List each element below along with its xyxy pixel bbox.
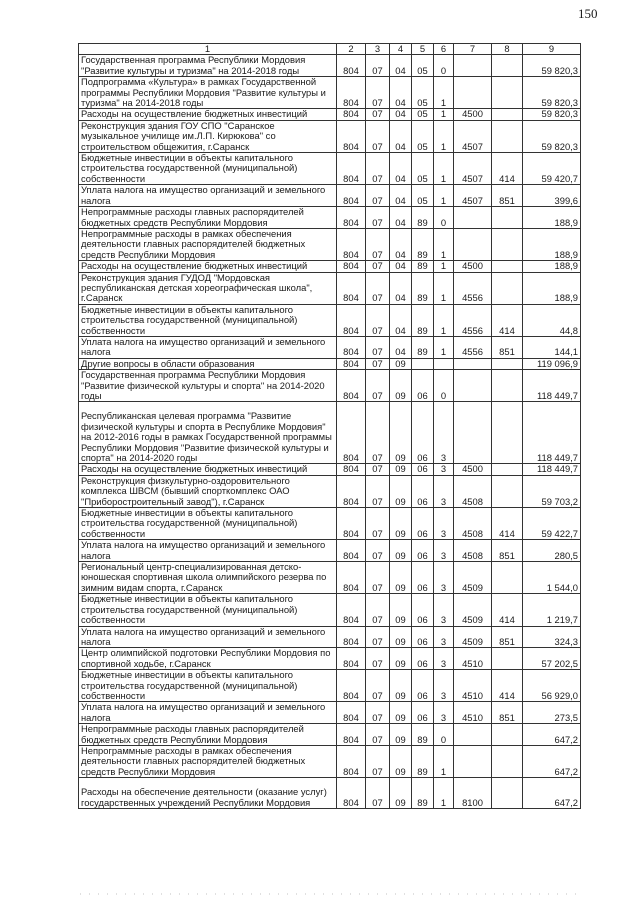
row-code-cell: 04 [390, 272, 412, 304]
row-code-cell: 804 [337, 185, 366, 207]
row-code-cell: 07 [366, 745, 390, 777]
row-code-cell: 04 [390, 261, 412, 272]
row-code-cell [454, 207, 492, 229]
row-code-cell: 07 [366, 670, 390, 702]
row-amount: 647,2 [523, 778, 581, 809]
row-code-cell [492, 370, 523, 402]
row-description: Расходы на осуществление бюджетных инвестиций [79, 464, 337, 475]
column-header: 8 [492, 44, 523, 55]
row-description: Непрограммные расходы в рамках обеспечения деятельности главных распорядителей бюджетных средств Республики Мордовия [79, 745, 337, 777]
row-code-cell [492, 109, 523, 120]
row-description: Бюджетные инвестиции в объекты капитального строительства государственной (муниципальной) собственности [79, 304, 337, 336]
row-code-cell: 414 [492, 304, 523, 336]
row-description: Другие вопросы в области образования [79, 358, 337, 369]
row-code-cell: 09 [390, 648, 412, 670]
row-code-cell: 1 [434, 261, 454, 272]
row-code-cell: 06 [412, 475, 434, 507]
row-code-cell: 04 [390, 185, 412, 207]
row-code-cell: 0 [434, 55, 454, 77]
column-header: 4 [390, 44, 412, 55]
row-code-cell: 06 [412, 370, 434, 402]
row-amount: 118 449,7 [523, 370, 581, 402]
row-amount: 280,5 [523, 540, 581, 562]
row-code-cell: 89 [412, 745, 434, 777]
row-code-cell: 07 [366, 464, 390, 475]
row-code-cell: 07 [366, 77, 390, 109]
row-code-cell: 1 [434, 185, 454, 207]
row-code-cell [454, 745, 492, 777]
row-code-cell: 3 [434, 702, 454, 724]
row-code-cell: 07 [366, 724, 390, 746]
row-code-cell: 4500 [454, 261, 492, 272]
row-code-cell: 89 [412, 724, 434, 746]
table-row [79, 778, 581, 809]
row-code-cell: 414 [492, 153, 523, 185]
row-code-cell: 05 [412, 77, 434, 109]
row-code-cell: 804 [337, 626, 366, 648]
column-header: 5 [412, 44, 434, 55]
row-code-cell: 06 [412, 402, 434, 464]
row-code-cell: 4556 [454, 336, 492, 358]
table-row [79, 77, 581, 109]
table-row [79, 745, 581, 777]
table-row [79, 540, 581, 562]
row-description: Непрограммные расходы главных распорядителей бюджетных средств Республики Мордовия [79, 207, 337, 229]
row-code-cell: 4510 [454, 670, 492, 702]
row-code-cell: 07 [366, 109, 390, 120]
row-code-cell: 0 [434, 370, 454, 402]
row-code-cell: 05 [412, 109, 434, 120]
row-code-cell: 3 [434, 540, 454, 562]
row-code-cell: 804 [337, 540, 366, 562]
row-code-cell: 0 [434, 724, 454, 746]
budget-table [78, 43, 581, 809]
row-code-cell: 05 [412, 55, 434, 77]
row-code-cell: 09 [390, 540, 412, 562]
row-code-cell: 09 [390, 402, 412, 464]
row-code-cell: 04 [390, 304, 412, 336]
row-amount: 144,1 [523, 336, 581, 358]
row-description: Подпрограмма «Культура» в рамках Государственной программы Республики Мордовия "Развитие культуры и туризма" на 2014-2018 годы [79, 77, 337, 109]
row-code-cell [492, 648, 523, 670]
row-description: Государственная программа Республики Мордовия "Развитие культуры и туризма" на 2014-2018 годы [79, 55, 337, 77]
column-header: 1 [79, 44, 337, 55]
row-code-cell: 1 [434, 778, 454, 809]
row-code-cell: 89 [412, 228, 434, 260]
row-code-cell: 851 [492, 626, 523, 648]
row-description: Центр олимпийской подготовки Республики Мордовия по спортивной ходьбе, г.Саранск [79, 648, 337, 670]
row-code-cell: 4508 [454, 540, 492, 562]
row-description: Уплата налога на имущество организаций и земельного налога [79, 185, 337, 207]
row-code-cell: 804 [337, 77, 366, 109]
row-code-cell: 1 [434, 120, 454, 152]
row-code-cell: 804 [337, 272, 366, 304]
row-code-cell: 804 [337, 464, 366, 475]
row-description: Уплата налога на имущество организаций и земельного налога [79, 626, 337, 648]
row-code-cell [434, 358, 454, 369]
row-code-cell: 05 [412, 153, 434, 185]
row-code-cell: 1 [434, 272, 454, 304]
row-code-cell: 3 [434, 402, 454, 464]
row-code-cell: 06 [412, 702, 434, 724]
row-code-cell: 09 [390, 562, 412, 594]
row-code-cell: 06 [412, 562, 434, 594]
row-code-cell: 89 [412, 261, 434, 272]
row-code-cell: 3 [434, 562, 454, 594]
row-code-cell: 05 [412, 120, 434, 152]
row-code-cell: 4500 [454, 109, 492, 120]
row-code-cell: 851 [492, 540, 523, 562]
row-description: Региональный центр-специализированная детско-юношеская спортивная школа олимпийского резерва по зимним видам спорта, г.Саранск [79, 562, 337, 594]
table-row [79, 55, 581, 77]
row-description: Уплата налога на имущество организаций и земельного налога [79, 702, 337, 724]
table-row [79, 272, 581, 304]
row-code-cell: 804 [337, 228, 366, 260]
row-code-cell: 804 [337, 670, 366, 702]
row-description: Реконструкция здания ГОУ СПО "Саранское музыкальное училище им.Л.П. Кирюкова" со строительством общежития, г.Саранск [79, 120, 337, 152]
row-amount: 647,2 [523, 724, 581, 746]
row-code-cell [454, 228, 492, 260]
row-code-cell [454, 370, 492, 402]
row-code-cell: 3 [434, 594, 454, 626]
row-code-cell: 414 [492, 594, 523, 626]
row-description: Бюджетные инвестиции в объекты капитального строительства государственной (муниципальной) собственности [79, 508, 337, 540]
row-code-cell: 07 [366, 626, 390, 648]
row-code-cell [492, 562, 523, 594]
row-code-cell: 0 [434, 207, 454, 229]
row-code-cell: 3 [434, 475, 454, 507]
row-code-cell: 804 [337, 370, 366, 402]
row-code-cell: 4509 [454, 562, 492, 594]
row-code-cell [454, 358, 492, 369]
row-amount: 59 820,3 [523, 55, 581, 77]
row-code-cell: 4507 [454, 153, 492, 185]
row-amount: 1 544,0 [523, 562, 581, 594]
row-code-cell [454, 402, 492, 464]
row-code-cell: 09 [390, 594, 412, 626]
column-header: 9 [523, 44, 581, 55]
row-code-cell: 07 [366, 261, 390, 272]
row-code-cell: 3 [434, 648, 454, 670]
row-code-cell: 07 [366, 358, 390, 369]
table-row [79, 594, 581, 626]
table-row [79, 109, 581, 120]
column-header: 6 [434, 44, 454, 55]
row-amount: 647,2 [523, 745, 581, 777]
row-code-cell: 09 [390, 724, 412, 746]
row-code-cell: 06 [412, 540, 434, 562]
row-code-cell: 04 [390, 120, 412, 152]
table-row [79, 626, 581, 648]
row-code-cell [492, 272, 523, 304]
row-code-cell: 4509 [454, 594, 492, 626]
row-code-cell [412, 358, 434, 369]
row-code-cell: 07 [366, 778, 390, 809]
row-amount: 118 449,7 [523, 402, 581, 464]
row-code-cell: 4507 [454, 120, 492, 152]
table-row [79, 358, 581, 369]
row-code-cell: 804 [337, 475, 366, 507]
row-code-cell: 04 [390, 55, 412, 77]
row-description: Республиканская целевая программа "Развитие физической культуры и спорта в Республике Мордовия" на 2012-2016 годы в рамках Государственной программы Республики Мордовия "Развитие физической культуры и спорта" на 2014-2020 годы [79, 402, 337, 464]
row-code-cell: 04 [390, 336, 412, 358]
row-code-cell: 07 [366, 272, 390, 304]
row-code-cell: 4510 [454, 702, 492, 724]
row-code-cell [492, 475, 523, 507]
row-code-cell: 89 [412, 207, 434, 229]
row-code-cell: 414 [492, 508, 523, 540]
table-row [79, 475, 581, 507]
row-code-cell [454, 77, 492, 109]
row-code-cell: 07 [366, 648, 390, 670]
row-code-cell [492, 778, 523, 809]
row-description: Непрограммные расходы в рамках обеспечения деятельности главных распорядителей бюджетных средств Республики Мордовия [79, 228, 337, 260]
row-amount: 1 219,7 [523, 594, 581, 626]
row-code-cell: 09 [390, 370, 412, 402]
row-code-cell: 4508 [454, 508, 492, 540]
row-code-cell: 3 [434, 626, 454, 648]
row-code-cell: 06 [412, 594, 434, 626]
table-row [79, 702, 581, 724]
row-description: Уплата налога на имущество организаций и земельного налога [79, 540, 337, 562]
row-code-cell: 07 [366, 153, 390, 185]
row-code-cell: 89 [412, 304, 434, 336]
row-amount: 118 449,7 [523, 464, 581, 475]
row-code-cell [492, 228, 523, 260]
row-code-cell: 1 [434, 153, 454, 185]
row-code-cell: 3 [434, 464, 454, 475]
row-amount: 56 929,0 [523, 670, 581, 702]
row-code-cell [492, 745, 523, 777]
row-code-cell: 07 [366, 370, 390, 402]
row-code-cell: 804 [337, 702, 366, 724]
row-description: Бюджетные инвестиции в объекты капитального строительства государственной (муниципальной) собственности [79, 670, 337, 702]
row-amount: 188,9 [523, 261, 581, 272]
row-code-cell [492, 207, 523, 229]
header-row [79, 44, 581, 55]
table-row [79, 648, 581, 670]
row-code-cell: 07 [366, 55, 390, 77]
page-number: 150 [578, 6, 598, 21]
table-row [79, 464, 581, 475]
row-code-cell: 04 [390, 207, 412, 229]
row-code-cell: 1 [434, 336, 454, 358]
table-row [79, 261, 581, 272]
table-row [79, 185, 581, 207]
table-row [79, 207, 581, 229]
row-code-cell: 804 [337, 778, 366, 809]
row-amount: 59 420,7 [523, 153, 581, 185]
row-code-cell: 07 [366, 228, 390, 260]
row-description: Государственная программа Республики Мордовия "Развитие физической культуры и спорта" на 2014-2020 годы [79, 370, 337, 402]
row-amount: 59 820,3 [523, 77, 581, 109]
row-amount: 57 202,5 [523, 648, 581, 670]
row-code-cell: 09 [390, 670, 412, 702]
row-code-cell: 804 [337, 724, 366, 746]
row-code-cell: 4507 [454, 185, 492, 207]
row-code-cell: 804 [337, 153, 366, 185]
row-code-cell: 4500 [454, 464, 492, 475]
table-row [79, 336, 581, 358]
row-code-cell: 04 [390, 153, 412, 185]
row-code-cell [492, 402, 523, 464]
column-header: 2 [337, 44, 366, 55]
row-code-cell: 07 [366, 702, 390, 724]
row-code-cell: 3 [434, 670, 454, 702]
row-code-cell: 04 [390, 109, 412, 120]
row-code-cell: 09 [390, 702, 412, 724]
row-code-cell: 8100 [454, 778, 492, 809]
row-code-cell: 1 [434, 304, 454, 336]
row-description: Расходы на обеспечение деятельности (оказание услуг) государственных учреждений Республики Мордовия [79, 778, 337, 809]
row-code-cell: 09 [390, 358, 412, 369]
row-code-cell: 1 [434, 745, 454, 777]
table-body [79, 55, 581, 809]
table-row [79, 562, 581, 594]
row-code-cell: 804 [337, 402, 366, 464]
row-amount: 119 096,9 [523, 358, 581, 369]
row-code-cell: 804 [337, 648, 366, 670]
row-code-cell: 07 [366, 120, 390, 152]
table-row [79, 402, 581, 464]
row-code-cell: 07 [366, 540, 390, 562]
row-code-cell: 851 [492, 702, 523, 724]
table-row [79, 120, 581, 152]
row-code-cell: 06 [412, 464, 434, 475]
row-amount: 188,9 [523, 272, 581, 304]
row-code-cell: 804 [337, 562, 366, 594]
table-row [79, 228, 581, 260]
table-row [79, 153, 581, 185]
row-code-cell: 851 [492, 336, 523, 358]
row-code-cell: 07 [366, 594, 390, 626]
row-code-cell [492, 261, 523, 272]
row-description: Реконструкция физкультурно-оздоровительного комплекса ШВСМ (бывший спорткомплекс ОАО "Приборостроительный завод"), г.Саранск [79, 475, 337, 507]
row-amount: 188,9 [523, 228, 581, 260]
row-description: Расходы на осуществление бюджетных инвестиций [79, 261, 337, 272]
row-code-cell: 07 [366, 562, 390, 594]
row-code-cell [492, 55, 523, 77]
row-code-cell: 04 [390, 228, 412, 260]
row-code-cell: 07 [366, 304, 390, 336]
row-code-cell: 804 [337, 55, 366, 77]
row-code-cell: 804 [337, 304, 366, 336]
row-code-cell: 07 [366, 336, 390, 358]
row-code-cell: 89 [412, 272, 434, 304]
row-code-cell: 1 [434, 77, 454, 109]
row-code-cell: 804 [337, 261, 366, 272]
table-row [79, 304, 581, 336]
row-description: Бюджетные инвестиции в объекты капитального строительства государственной (муниципальной) собственности [79, 153, 337, 185]
row-code-cell: 09 [390, 508, 412, 540]
row-code-cell: 06 [412, 508, 434, 540]
row-code-cell: 4508 [454, 475, 492, 507]
table-row [79, 670, 581, 702]
row-code-cell: 804 [337, 594, 366, 626]
row-code-cell [492, 358, 523, 369]
row-description: Бюджетные инвестиции в объекты капитального строительства государственной (муниципальной) собственности [79, 594, 337, 626]
row-amount: 273,5 [523, 702, 581, 724]
row-code-cell: 1 [434, 228, 454, 260]
row-code-cell: 804 [337, 358, 366, 369]
row-code-cell [492, 77, 523, 109]
row-code-cell [492, 464, 523, 475]
row-description: Расходы на осуществление бюджетных инвестиций [79, 109, 337, 120]
table-row [79, 508, 581, 540]
column-header: 3 [366, 44, 390, 55]
row-code-cell: 09 [390, 464, 412, 475]
row-code-cell [454, 724, 492, 746]
row-code-cell: 4556 [454, 272, 492, 304]
row-code-cell: 89 [412, 778, 434, 809]
row-code-cell: 3 [434, 508, 454, 540]
row-code-cell: 4509 [454, 626, 492, 648]
row-code-cell: 1 [434, 109, 454, 120]
row-code-cell: 06 [412, 648, 434, 670]
row-code-cell: 804 [337, 508, 366, 540]
row-code-cell: 804 [337, 745, 366, 777]
row-code-cell: 04 [390, 77, 412, 109]
row-code-cell: 09 [390, 778, 412, 809]
row-code-cell: 804 [337, 207, 366, 229]
table-row [79, 724, 581, 746]
row-code-cell: 05 [412, 185, 434, 207]
row-code-cell: 07 [366, 508, 390, 540]
row-description: Непрограммные расходы главных распорядителей бюджетных средств Республики Мордовия [79, 724, 337, 746]
row-code-cell: 07 [366, 475, 390, 507]
row-code-cell: 09 [390, 626, 412, 648]
row-amount: 188,9 [523, 207, 581, 229]
row-code-cell: 09 [390, 745, 412, 777]
row-code-cell [454, 55, 492, 77]
row-code-cell: 804 [337, 120, 366, 152]
row-amount: 59 820,3 [523, 120, 581, 152]
row-amount: 399,6 [523, 185, 581, 207]
row-code-cell: 804 [337, 336, 366, 358]
scan-artifact-line [80, 893, 580, 895]
row-code-cell: 06 [412, 626, 434, 648]
row-code-cell: 4556 [454, 304, 492, 336]
row-amount: 59 703,2 [523, 475, 581, 507]
row-description: Уплата налога на имущество организаций и земельного налога [79, 336, 337, 358]
row-code-cell: 414 [492, 670, 523, 702]
row-amount: 324,3 [523, 626, 581, 648]
row-code-cell: 06 [412, 670, 434, 702]
row-code-cell: 851 [492, 185, 523, 207]
row-code-cell: 09 [390, 475, 412, 507]
row-amount: 59 422,7 [523, 508, 581, 540]
row-code-cell [492, 120, 523, 152]
row-code-cell: 07 [366, 185, 390, 207]
row-code-cell: 4510 [454, 648, 492, 670]
row-code-cell: 07 [366, 207, 390, 229]
row-amount: 44,8 [523, 304, 581, 336]
column-header: 7 [454, 44, 492, 55]
row-amount: 59 820,3 [523, 109, 581, 120]
table-row [79, 370, 581, 402]
row-description: Реконструкция здания ГУДОД "Мордовская республиканская детская хореографическая школа", г.Саранск [79, 272, 337, 304]
row-code-cell: 89 [412, 336, 434, 358]
row-code-cell: 804 [337, 109, 366, 120]
row-code-cell [492, 724, 523, 746]
row-code-cell: 07 [366, 402, 390, 464]
